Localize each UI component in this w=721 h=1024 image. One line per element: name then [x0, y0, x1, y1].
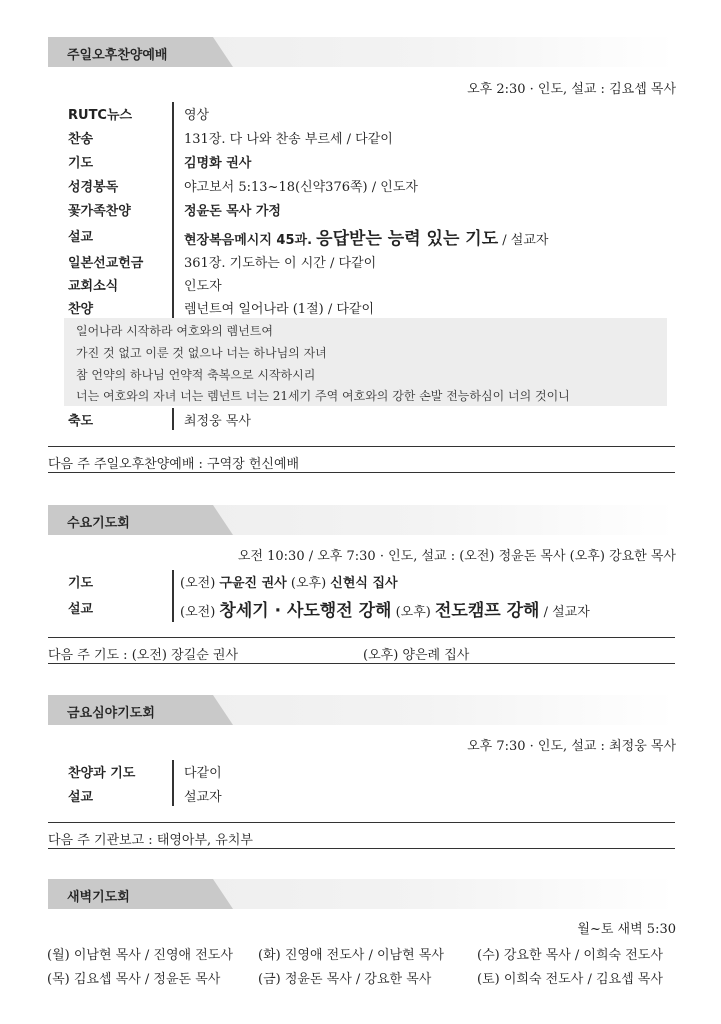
divider: [48, 446, 675, 447]
dawn-schedule-item: (목) 김요셉 목사 / 정윤돈 목사: [47, 972, 221, 987]
praise-lyrics-box: [64, 318, 667, 406]
sunday-section-title: 주일오후찬양예배: [67, 48, 168, 63]
dawn-schedule-item: (금) 정윤돈 목사 / 강요한 목사: [258, 972, 432, 987]
lyric-line: 일어나라 시작하라 여호와의 렘넌트여: [76, 324, 273, 338]
dawn-schedule-item: (화) 진영애 전도사 / 이남현 목사: [258, 948, 444, 963]
divider: [48, 637, 675, 638]
friday-section-header: [48, 695, 675, 725]
dawn-section-header: [48, 879, 675, 909]
wednesday-next-week-pm: (오후) 양은례 집사: [363, 648, 470, 663]
sermon-preacher: / 설교자: [502, 233, 549, 248]
wednesday-next-week-am: 다음 주 기도 : (오전) 장길순 권사: [48, 648, 239, 663]
divider: [48, 663, 675, 664]
friday-service-info: 오후 7:30 · 인도, 설교 : 최정웅 목사: [467, 739, 676, 754]
dawn-service-info: 월~토 새벽 5:30: [577, 922, 676, 937]
lyric-line: 너는 여호와의 자녀 너는 렘넌트 너는 21세기 주역 여호와의 강한 손발 전능하심이 너의 것이니: [76, 389, 570, 403]
sermon-title: 전도캠프 강해: [434, 601, 540, 621]
dawn-schedule-item: (월) 이남현 목사 / 진영애 전도사: [47, 948, 233, 963]
friday-divider-bar: [172, 760, 174, 806]
sermon-title: 응답받는 능력 있는 기도: [316, 229, 499, 249]
sunday-service-info: 오후 2:30 · 인도, 설교 : 김요셉 목사: [467, 82, 676, 97]
sunday-section-header: [48, 37, 675, 67]
sermon-series: 현장복음메시지 45과.: [184, 233, 313, 248]
wednesday-divider-bar: [172, 570, 174, 622]
divider: [48, 848, 675, 849]
friday-next-week: 다음 주 기관보고 : 태영아부, 유치부: [48, 833, 253, 848]
sunday-divider-bar: [172, 102, 174, 318]
lyric-line: 참 언약의 하나님 언약적 축복으로 시작하시리: [76, 368, 316, 382]
wednesday-section-header: [48, 505, 675, 535]
divider: [48, 822, 675, 823]
dawn-schedule-item: (토) 이희숙 전도사 / 김요셉 목사: [477, 972, 663, 987]
wednesday-service-info: 오전 10:30 / 오후 7:30 · 인도, 설교 : (오전) 정윤돈 목사 (오후) 강요한 목사: [237, 549, 676, 564]
blessing-divider-bar: [172, 408, 174, 430]
lyric-line: 가진 것 없고 이룬 것 없으나 너는 하나님의 자녀: [76, 346, 327, 360]
sunday-next-week: 다음 주 주일오후찬양예배 : 구역장 헌신예배: [48, 457, 300, 472]
divider: [48, 472, 675, 473]
dawn-section-title: 새벽기도회: [67, 890, 130, 905]
dawn-schedule-item: (수) 강요한 목사 / 이희숙 전도사: [477, 948, 663, 963]
friday-section-title: 금요심야기도회: [67, 706, 155, 721]
wednesday-section-title: 수요기도회: [67, 516, 130, 531]
sermon-title: 창세기 · 사도행전 강해: [219, 601, 392, 621]
